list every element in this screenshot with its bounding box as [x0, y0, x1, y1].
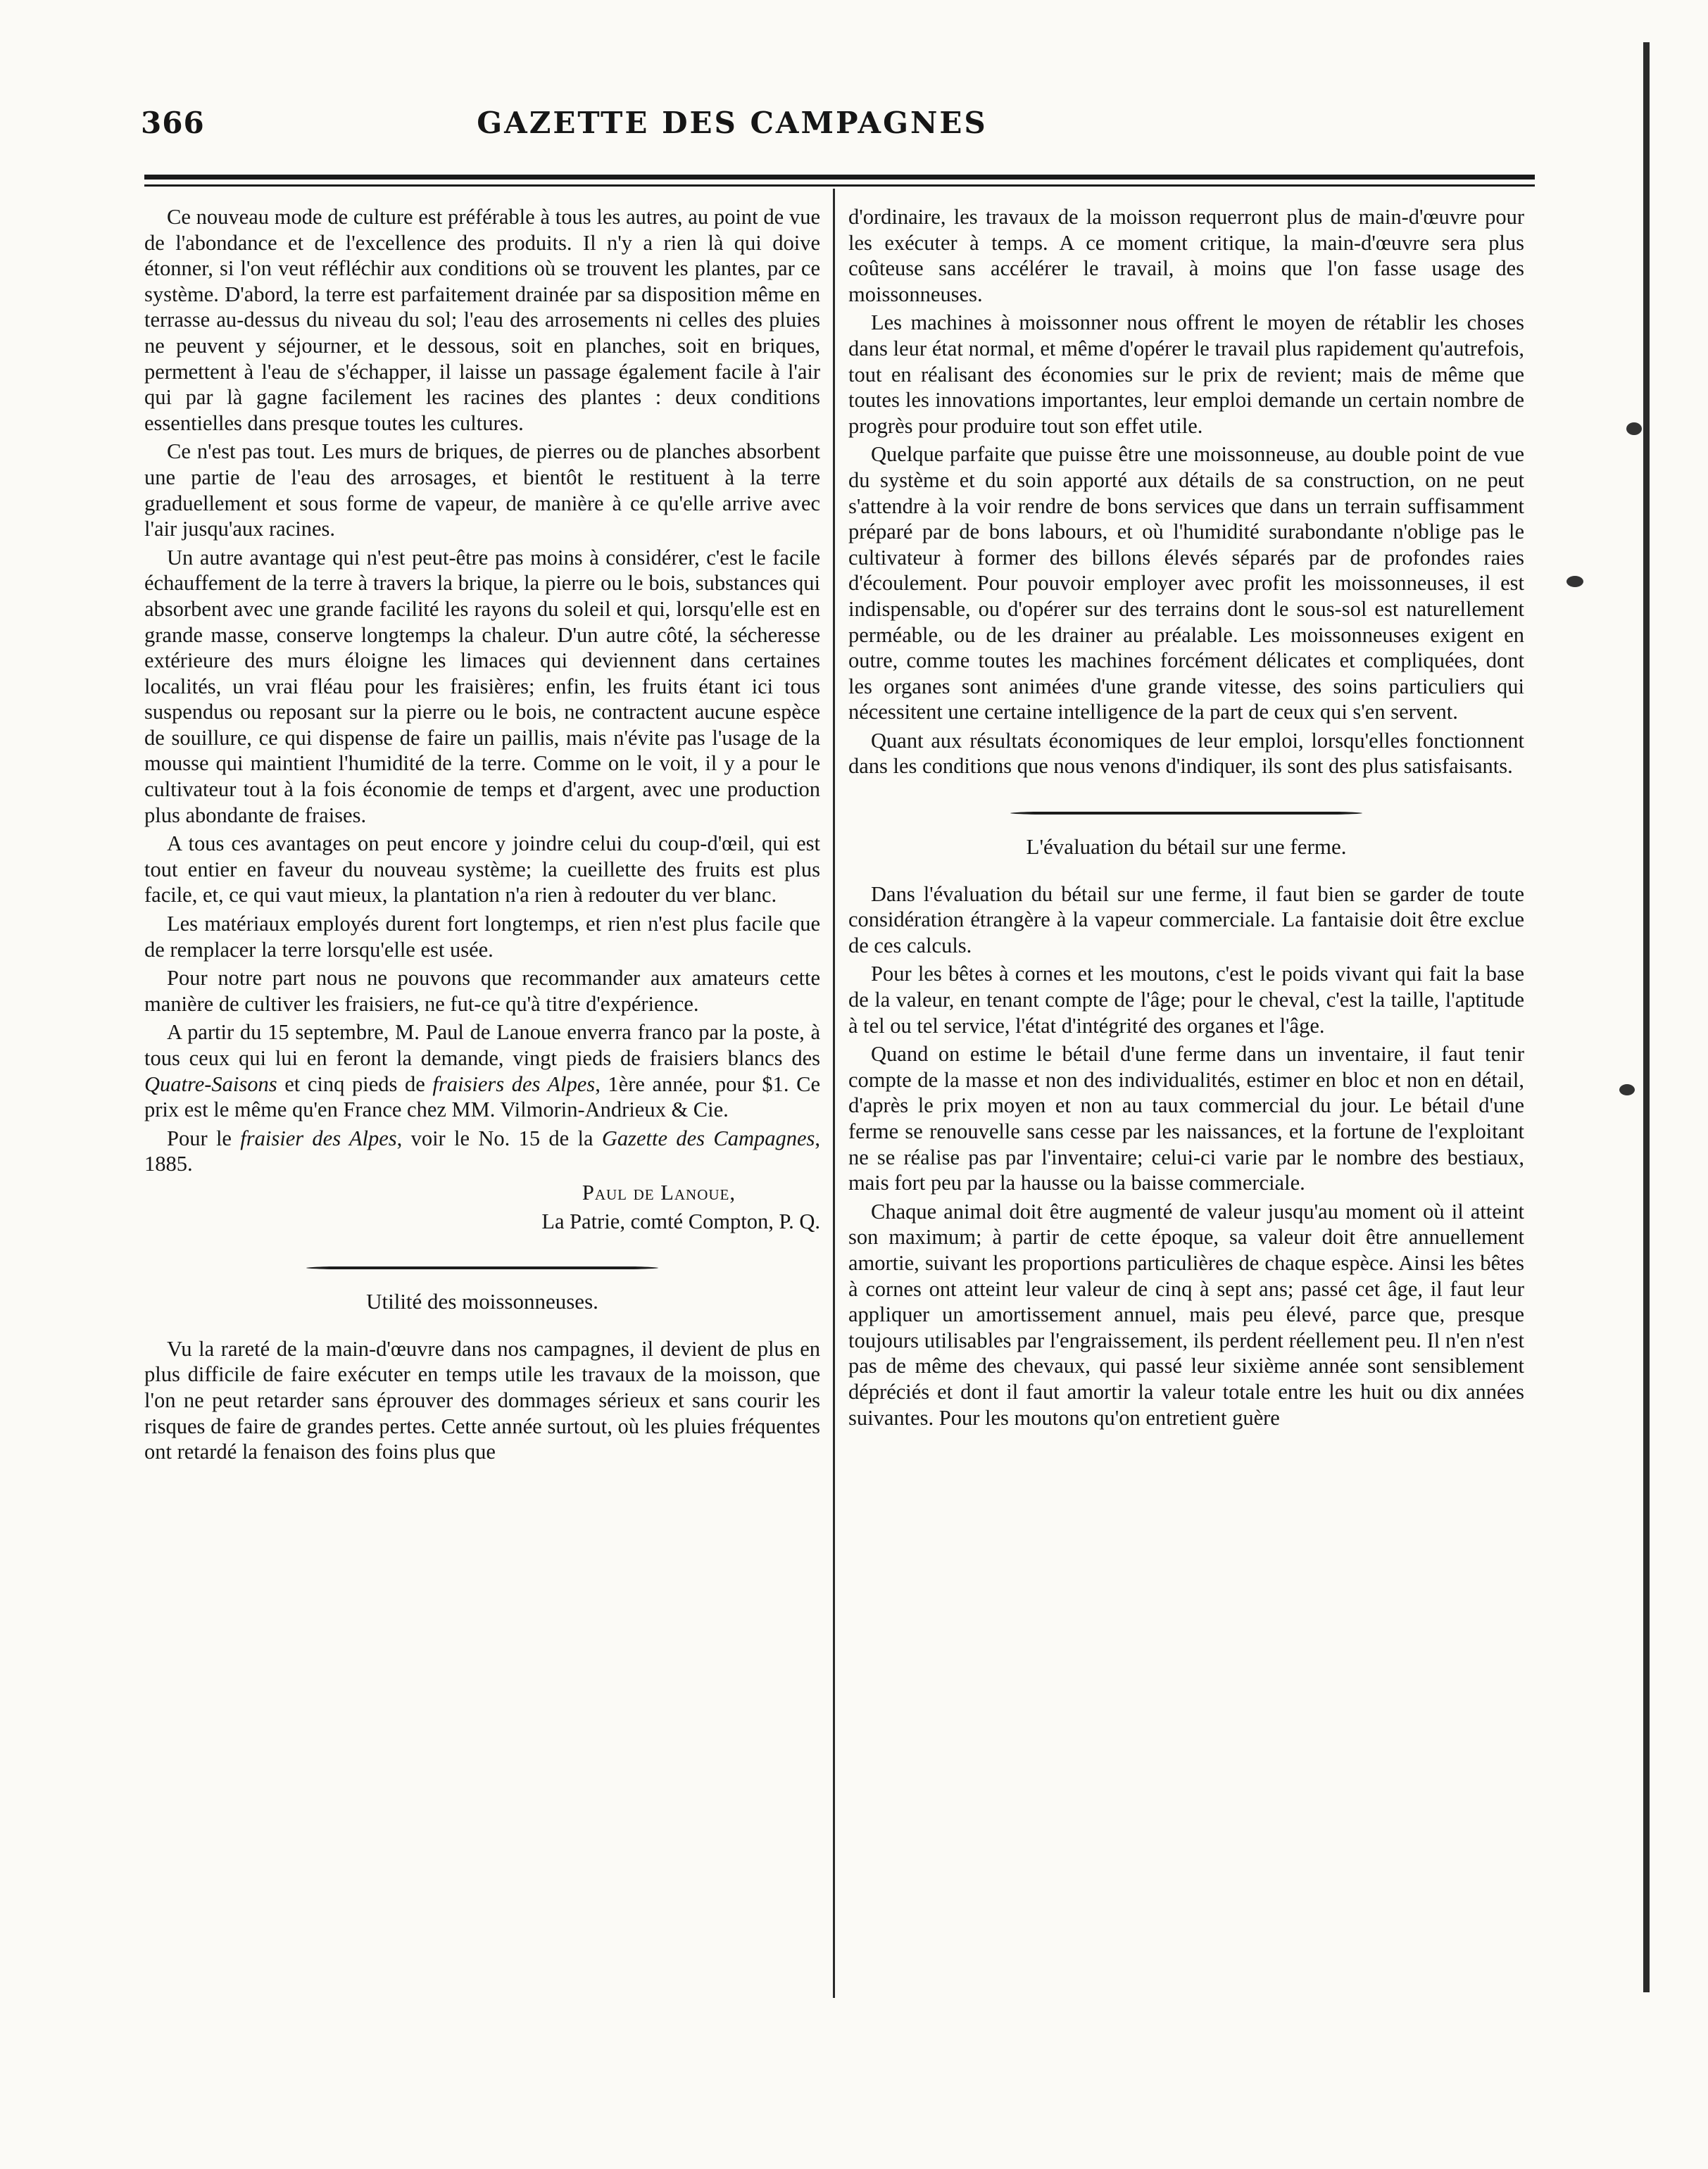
- article-paragraph: [144, 1126, 820, 1177]
- section-separator: [306, 1265, 658, 1271]
- text-run: A partir du 15 septembre, M. Paul de Lanoue enverra franco par la poste, à tous ceux qui lui en feront la demande, vingt pieds de fraisiers blancs des: [144, 1020, 820, 1070]
- header-rule-thick: [144, 175, 1535, 180]
- scan-speck: [1566, 576, 1583, 587]
- article-paragraph: Pour les bêtes à cornes et les moutons, c'est le poids vivant qui fait la base de la valeur, en tenant compte de l'âge; pour le cheval, c'est la taille, l'aptitude à tel ou tel service, l'état d'intégrité des organes et l'âge.: [848, 962, 1524, 1038]
- article-paragraph: Vu la rareté de la main-d'œuvre dans nos campagnes, il devient de plus en plus difficile de faire exécuter en temps utile les travaux de la moisson, que l'on ne peut retarder sans éprouver des dommages sérieux et sans courir les risques de faire de grandes pertes. Cette année surtout, où les pluies fréquentes ont retardé la fenaison des foins plus que: [144, 1336, 820, 1464]
- signature-name: Paul de Lanoue,: [582, 1180, 736, 1205]
- signature-place: La Patrie, comté Compton, P. Q.: [541, 1209, 820, 1233]
- article-paragraph: [144, 1019, 820, 1122]
- article-paragraph: Quant aux résultats économiques de leur emploi, lorsqu'elles fonctionnent dans les conditions que nous venons d'indiquer, ils sont des plus satisfaisants.: [848, 728, 1524, 779]
- section-heading: L'évaluation du bétail sur une ferme.: [1026, 834, 1347, 860]
- article-paragraph: Ce n'est pas tout. Les murs de briques, de pierres ou de planches absorbent une partie de l'eau des arrosages, et bientôt le restituent à la terre graduellement et sous forme de vapeur, de manière à ce qu'elle arrive avec l'air jusqu'aux racines.: [144, 439, 820, 541]
- left-column: [144, 204, 820, 1468]
- scan-edge-bar: [1643, 42, 1650, 1992]
- right-column: [848, 204, 1524, 1433]
- text-run: et cinq pieds de: [277, 1071, 433, 1096]
- article-paragraph: Ce nouveau mode de culture est préférable à tous les autres, au point de vue de l'abondance et de l'excellence des produits. Il n'y a rien là qui doive étonner, si l'on veut réfléchir aux conditions où se trouvent les plantes, par ce système. D'abord, la terre est parfaitement drainée par sa disposition même en terrasse au-dessus du niveau du sol; l'eau des arrosements ni celles des pluies ne peuvent y séjourner, et le dessous, soit en planches, soit en briques, permettent à l'eau de s'échapper, il laisse un passage également facile à l'air qui par là gagne facilement les racines des plantes : deux conditions essentielles dans presque toutes les cultures.: [144, 205, 820, 435]
- article-paragraph: Chaque animal doit être augmenté de valeur jusqu'au moment où il atteint son maximum; à partir de cette époque, sa valeur doit être annuellement amortie, suivant les proportions particulières de chaque espèce. Ainsi les bêtes à cornes ont atteint leur valeur de cinq à sept ans; passé cet âge, il faut leur appliquer un amortissement annuel, mais peu élevé, parce que, presque toujours utilisables par l'engraissement, ils perdent réellement peu. Il n'en n'est pas de même des chevaux, qui passé leur sixième année sont sensiblement dépréciés et dont il faut amortir la valeur totale entre les huit ou dix années suivantes. Pour les moutons qu'on entretient guère: [848, 1199, 1524, 1430]
- scan-speck: [1619, 1084, 1635, 1095]
- article-paragraph: Quand on estime le bétail d'une ferme dans un inventaire, il faut tenir compte de la masse et non des individualités, estimer en bloc et non en détail, d'après le prix moyen et non au taux commercial du jour. Le bétail d'une ferme se renouvelle sans cesse par les naissances, et la fortune de l'exploitant ne se réalise pas par l'inventaire; celui-ci varie par le nombre des bestiaux, mais fort peu par la hausse ou la baisse commerciale.: [848, 1042, 1524, 1195]
- text-run: , 1ère année, pour $1. Ce prix est le même qu'en France chez MM. Vilmorin-Andrieux & Cie.: [144, 1071, 820, 1122]
- section-heading: Utilité des moissonneuses.: [366, 1289, 598, 1314]
- text-run: , 1885.: [144, 1126, 820, 1176]
- header-rule-thin: [144, 184, 1535, 187]
- article-paragraph: A tous ces avantages on peut encore y joindre celui du coup-d'œil, qui est tout entier en faveur du nouveau système; la cueillette des fruits est plus facile, et, ce qui vaut mieux, la plantation n'a rien à redouter du ver blanc.: [144, 831, 820, 907]
- article-paragraph: Les machines à moissonner nous offrent le moyen de rétablir les choses dans leur état normal, et même d'opérer le travail plus rapidement qu'autrefois, tout en réalisant des économies sur le prix de revient; mais de même que toutes les innovations importantes, leur emploi demande un certain nombre de progrès pour produire tout son effet utile.: [848, 310, 1524, 438]
- journal-title: GAZETTE DES CAMPAGNES: [477, 106, 988, 140]
- article-paragraph: Un autre avantage qui n'est peut-être pas moins à considérer, c'est le facile échauffement de la terre à travers la brique, la pierre ou le bois, substances qui absorbent avec une grande facilité les rayons du soleil et qui, lorsqu'elle est en grande masse, conserve longtemps la chaleur. D'un autre côté, la sécheresse extérieure des murs éloigne les limaces qui deviennent dans certaines localités, un vrai fléau pour les fraisières; enfin, les fruits étant ici tous suspendus ou reposant sur la pierre ou le bois, ne contractent aucune espèce de souillure, ce qui dispense de faire un paillis, mais n'évite pas l'usage de la mousse qui maintient l'humidité de la terre. Comme on le voit, il y a pour le cultivateur tout à la fois économie de temps et d'argent, avec une production plus abondante de fraises.: [144, 545, 820, 827]
- section-separator: [1010, 810, 1362, 816]
- italic-term: fraisiers des Alpes: [432, 1071, 596, 1096]
- text-run: , voir le No. 15 de la: [396, 1126, 602, 1150]
- column-divider: [833, 189, 835, 1998]
- article-paragraph: Les matériaux employés durent fort longtemps, et rien n'est plus facile que de remplacer la terre lorsqu'elle est usée.: [144, 912, 820, 962]
- scan-speck: [1626, 422, 1642, 435]
- text-run: Pour le: [167, 1126, 241, 1150]
- article-paragraph: Quelque parfaite que puisse être une moissonneuse, au double point de vue du système et du soin apporté aux détails de sa construction, on ne peut s'attendre à la voir rendre de bons services que dans un terrain suffisamment préparé par de bons labours, et où l'humidité surabondante n'oblige pas le cultivateur à former des billons élevés séparés par de profondes raies d'écoulement. Pour pouvoir employer avec profit les moissonneuses, il est indispensable, ou d'opérer sur des terrains dont le sous-sol est naturellement perméable, ou de les drainer au préalable. Les moissonneuses exigent en outre, comme toutes les machines forcément délicates et compliquées, dont les organes sont animées d'une grande vitesse, des soins particuliers qui nécessitent une certaine intelligence de la part de ceux qui s'en servent.: [848, 442, 1524, 724]
- article-paragraph: d'ordinaire, les travaux de la moisson requerront plus de main-d'œuvre pour les exécuter à temps. A ce moment critique, la main-d'œuvre sera plus coûteuse sans accélérer le travail, à moins que l'on fasse usage des moissonneuses.: [848, 205, 1524, 306]
- italic-term: Quatre-Saisons: [144, 1071, 277, 1096]
- article-paragraph: Pour notre part nous ne pouvons que recommander aux amateurs cette manière de cultiver les fraisiers, ne fut-ce qu'à titre d'expérience.: [144, 966, 820, 1016]
- article-paragraph: Dans l'évaluation du bétail sur une ferme, il faut bien se garder de toute considération étrangère à la vapeur commerciale. La fantaisie doit être exclue de ces calculs.: [848, 881, 1524, 957]
- italic-term: Gazette des Campagnes: [601, 1126, 815, 1150]
- italic-term: fraisier des Alpes: [240, 1126, 397, 1150]
- page-number: 366: [141, 106, 205, 140]
